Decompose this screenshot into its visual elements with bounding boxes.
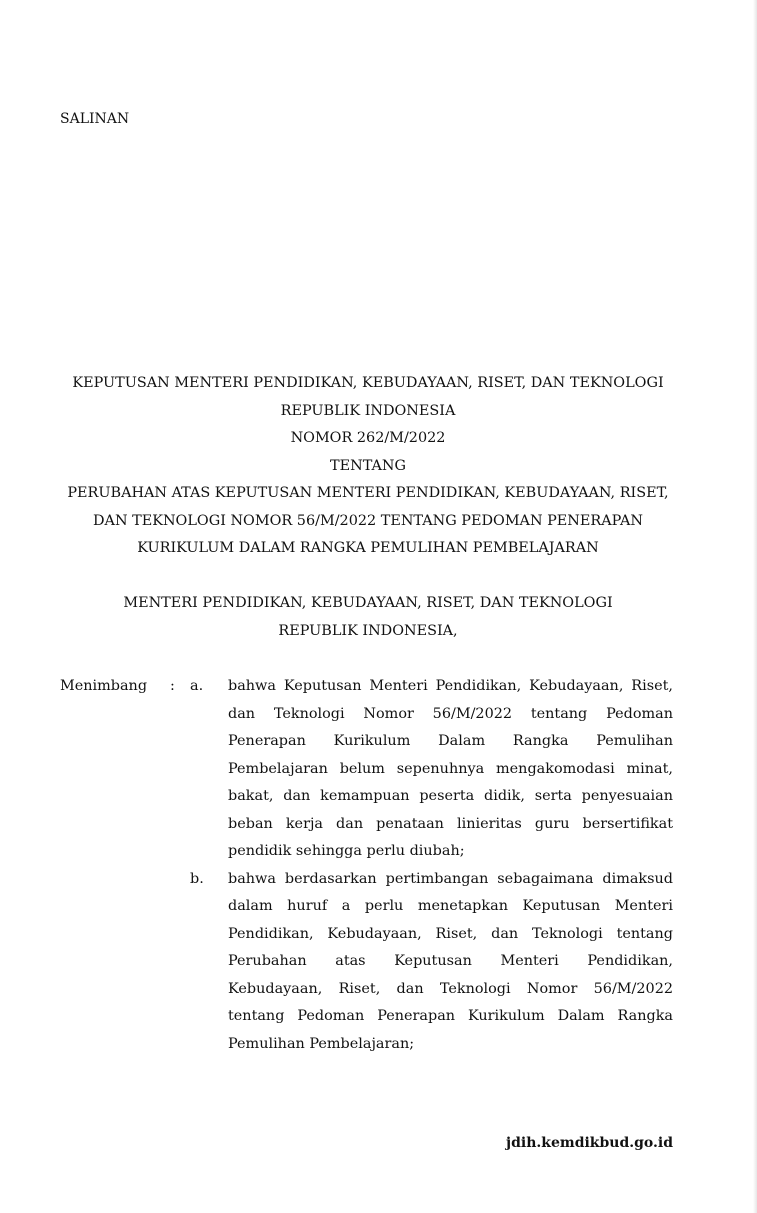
considering-item: [190, 673, 673, 866]
item-text: bahwa Keputusan Menteri Pendidikan, Kebudayaan, Riset, dan Teknologi Nomor 56/M/2022 tentang Pedoman Penerapan Kurikulum Dalam Rangka Pemulihan Pembelajaran belum sepenuhnya mengakomodasi minat, bakat, dan kemampuan peserta didik, serta penyesuaian beban kerja dan penataan linieritas guru bersertifikat pendidik sehingga perlu diubah;: [228, 678, 673, 859]
title-line: PERUBAHAN ATAS KEPUTUSAN MENTERI PENDIDIKAN, KEBUDAYAAN, RISET,: [67, 485, 669, 501]
item-text: bahwa berdasarkan pertimbangan sebagaimana dimaksud dalam huruf a perlu menetapkan Keputusan Menteri Pendidikan, Kebudayaan, Riset, dan Teknologi tentang Perubahan atas Keputusan Menteri Pendidikan, Kebudayaan, Riset, dan Teknologi Nomor 56/M/2022 tentang Pedoman Penerapan Kurikulum Dalam Rangka Pemulihan Pembelajaran;: [228, 870, 673, 1052]
title-line: REPUBLIK INDONESIA: [280, 402, 456, 419]
item-letter: a.: [190, 678, 204, 694]
decree-number: NOMOR 262/M/2022: [290, 430, 446, 446]
item-letter: b.: [190, 870, 204, 887]
considering-section: [60, 673, 673, 1058]
title-line: TENTANG: [330, 457, 406, 474]
title-line: DAN TEKNOLOGI NOMOR 56/M/2022 TENTANG PEDOMAN PENERAPAN: [93, 512, 643, 529]
considering-item: [190, 866, 673, 1059]
title-line: KURIKULUM DALAM RANGKA PEMULIHAN PEMBELAJARAN: [137, 540, 599, 556]
issuer-line: REPUBLIK INDONESIA,: [278, 622, 458, 639]
issuer-line: MENTERI PENDIDIKAN, KEBUDAYAAN, RISET, DAN TEKNOLOGI: [123, 595, 613, 611]
salinan-label: SALINAN: [60, 111, 130, 127]
issuer-heading: [30, 590, 706, 645]
title-line: KEPUTUSAN MENTERI PENDIDIKAN, KEBUDAYAAN, RISET, DAN TEKNOLOGI: [72, 375, 664, 391]
page-edge-shadow: [753, 0, 757, 1213]
footer-website-link[interactable]: jdih.kemdikbud.go.id: [506, 1135, 673, 1151]
considering-colon: :: [170, 678, 175, 694]
decree-title: [30, 370, 706, 563]
considering-label: Menimbang: [60, 678, 148, 694]
